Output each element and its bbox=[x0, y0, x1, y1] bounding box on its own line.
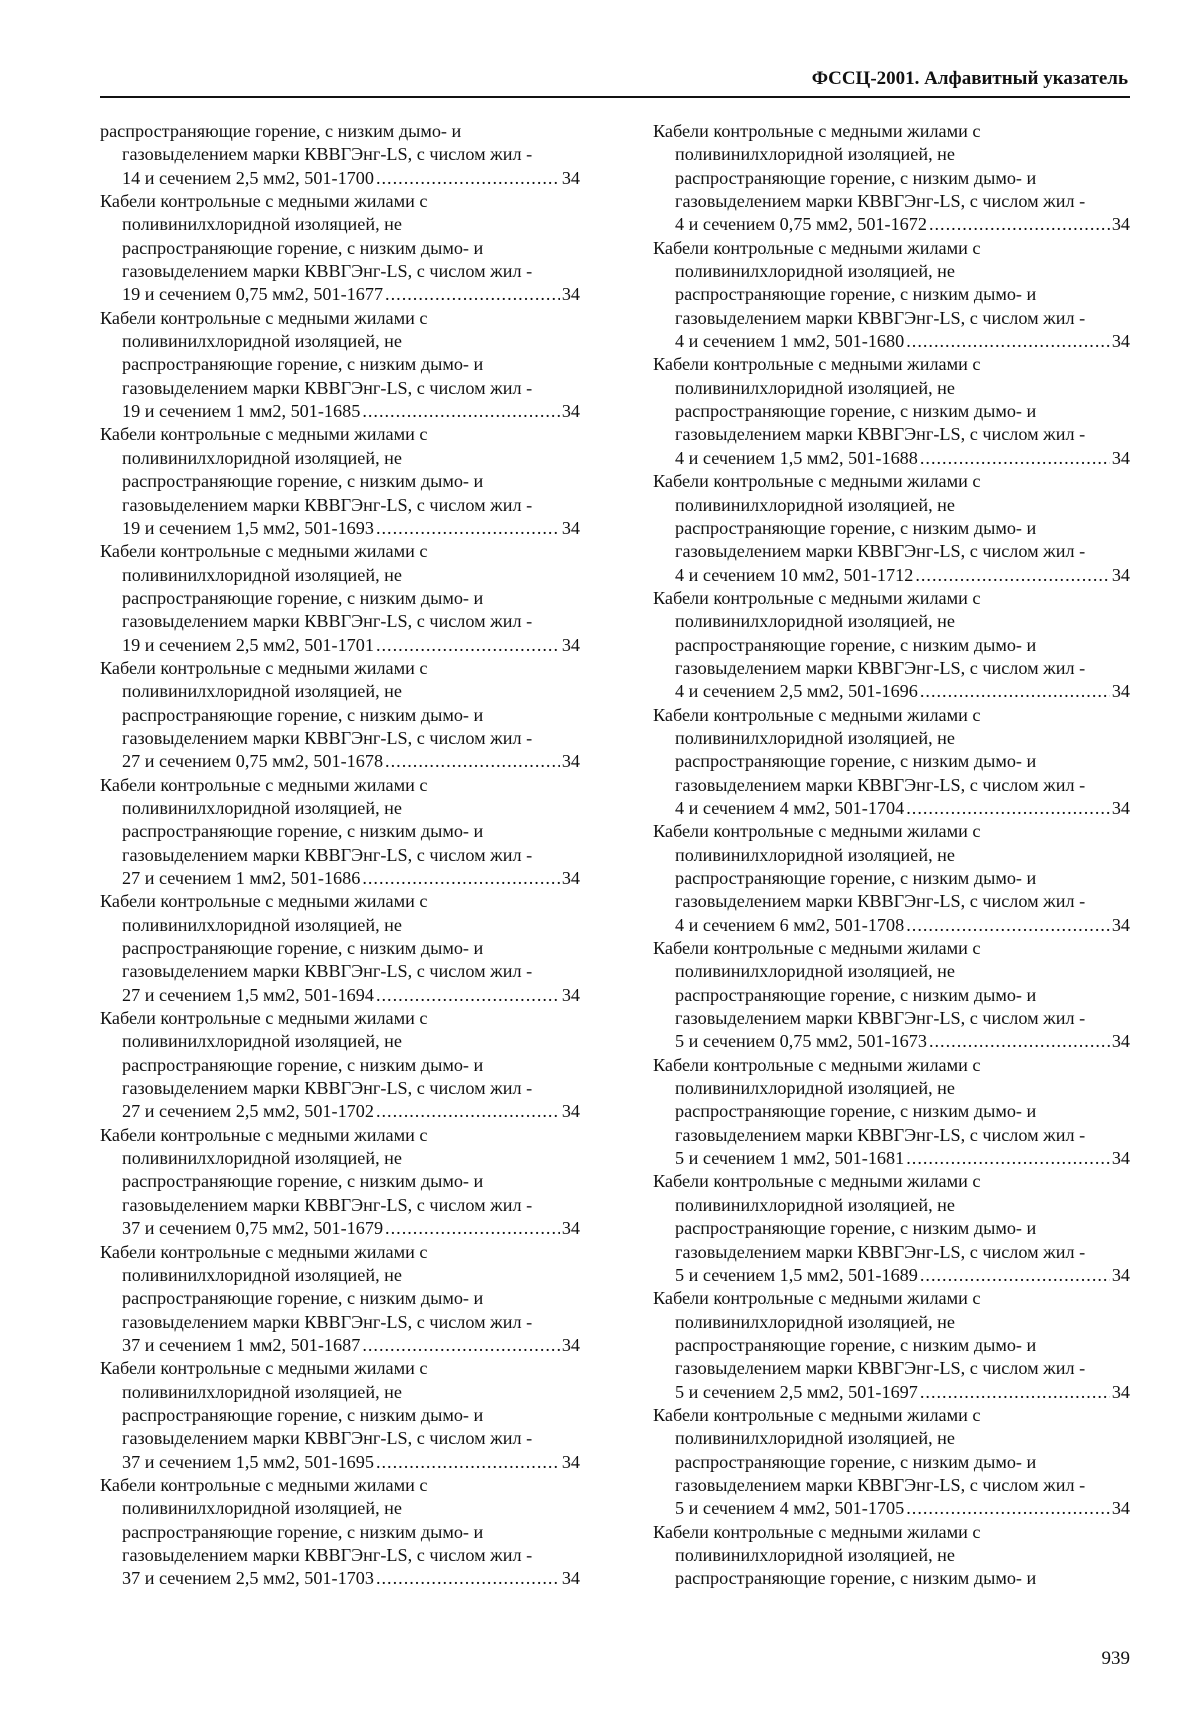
index-entry-text: газовыделением марки КВВГЭнг-LS, с числом жил - bbox=[675, 1008, 1086, 1029]
dot-leader bbox=[362, 400, 560, 423]
index-entry-text: газовыделением марки КВВГЭнг-LS, с числом жил - bbox=[122, 1078, 533, 1099]
index-entry-page: 34 bbox=[561, 517, 580, 538]
index-entry-text: Кабели контрольные с медными жилами с bbox=[653, 704, 981, 725]
dot-leader bbox=[906, 1147, 1110, 1170]
dot-leader bbox=[376, 1100, 560, 1123]
index-entry-text: поливинилхлоридной изоляцией, не bbox=[675, 261, 955, 282]
index-entry-text: 4 и сечением 1,5 мм2, 501-1688 bbox=[675, 447, 918, 468]
index-entry-text: поливинилхлоридной изоляцией, не bbox=[675, 611, 955, 632]
index-entry-text: газовыделением марки КВВГЭнг-LS, с числом жил - bbox=[675, 541, 1086, 562]
dot-leader bbox=[920, 680, 1110, 703]
index-entry-text: распространяющие горение, с низким дымо- и bbox=[122, 704, 484, 725]
index-entry-last-line bbox=[100, 1334, 580, 1357]
index-column-right bbox=[653, 120, 1130, 1591]
index-entry bbox=[100, 540, 580, 657]
index-entry-text: 5 и сечением 4 мм2, 501-1705 bbox=[675, 1498, 905, 1519]
index-entry-text: газовыделением марки КВВГЭнг-LS, с числом жил - bbox=[122, 494, 533, 515]
index-entry-last-line bbox=[653, 680, 1130, 703]
index-entry-text: Кабели контрольные с медными жилами с bbox=[653, 1288, 981, 1309]
index-entry-text: распространяющие горение, с низким дымо- и bbox=[122, 1521, 484, 1542]
dot-leader bbox=[376, 984, 560, 1007]
index-entry bbox=[100, 307, 580, 424]
index-entry-text: поливинилхлоридной изоляцией, не bbox=[675, 844, 955, 865]
index-entry bbox=[653, 1404, 1130, 1521]
index-entry-text: 37 и сечением 1,5 мм2, 501-1695 bbox=[122, 1451, 374, 1472]
index-entry bbox=[100, 1241, 580, 1358]
index-entry-text: Кабели контрольные с медными жилами с bbox=[653, 1404, 981, 1425]
index-entry-text: Кабели контрольные с медными жилами с bbox=[100, 1124, 428, 1145]
index-entry-text: поливинилхлоридной изоляцией, не bbox=[122, 1264, 402, 1285]
index-entry-text: газовыделением марки КВВГЭнг-LS, с числом жил - bbox=[675, 891, 1086, 912]
index-entry-page: 34 bbox=[561, 984, 580, 1005]
index-entry-text: Кабели контрольные с медными жилами с bbox=[653, 121, 981, 141]
index-entry-text: 5 и сечением 2,5 мм2, 501-1697 bbox=[675, 1381, 918, 1402]
index-entry-text: поливинилхлоридной изоляцией, не bbox=[675, 1194, 955, 1215]
index-entry-text: поливинилхлоридной изоляцией, не bbox=[122, 447, 402, 468]
index-entry bbox=[100, 890, 580, 1007]
index-entry bbox=[100, 120, 580, 190]
index-entry-text: 4 и сечением 4 мм2, 501-1704 bbox=[675, 797, 905, 818]
index-entry bbox=[653, 470, 1130, 587]
index-entry-last-line bbox=[653, 447, 1130, 470]
index-entry-page: 34 bbox=[561, 1451, 580, 1472]
index-entry-text: Кабели контрольные с медными жилами с bbox=[100, 1241, 428, 1262]
index-entry-text: распространяющие горение, с низким дымо- и bbox=[122, 1171, 484, 1192]
index-entry-page: 34 bbox=[561, 284, 580, 305]
index-entry-text: Кабели контрольные с медными жилами с bbox=[100, 891, 428, 912]
index-entry-text: Кабели контрольные с медными жилами с bbox=[653, 471, 981, 492]
dot-leader bbox=[906, 797, 1110, 820]
index-entry-text: 19 и сечением 2,5 мм2, 501-1701 bbox=[122, 634, 374, 655]
index-entry-text: Кабели контрольные с медными жилами с bbox=[100, 191, 428, 212]
dot-leader bbox=[929, 213, 1110, 236]
index-entry-page: 34 bbox=[1111, 1381, 1130, 1402]
index-entry-text: газовыделением марки КВВГЭнг-LS, с числом жил - bbox=[122, 727, 533, 748]
index-entry-text: Кабели контрольные с медными жилами с bbox=[100, 541, 428, 562]
dot-leader bbox=[385, 283, 560, 306]
index-entry-text: газовыделением марки КВВГЭнг-LS, с числом жил - bbox=[675, 1474, 1086, 1495]
index-entry-text: распространяющие горение, с низким дымо- и bbox=[122, 1404, 484, 1425]
index-entry bbox=[100, 1474, 580, 1591]
index-entry-text: 5 и сечением 1,5 мм2, 501-1689 bbox=[675, 1264, 918, 1285]
index-entry-text: 14 и сечением 2,5 мм2, 501-1700 bbox=[122, 167, 374, 188]
index-entry-text: 27 и сечением 2,5 мм2, 501-1702 bbox=[122, 1101, 374, 1122]
index-entry-text: распространяющие горение, с низким дымо- и bbox=[122, 237, 484, 258]
index-entry-text: Кабели контрольные с медными жилами с bbox=[100, 424, 428, 445]
index-entry-text: газовыделением марки КВВГЭнг-LS, с числом жил - bbox=[675, 1124, 1086, 1145]
index-entry bbox=[653, 820, 1130, 937]
index-entry-text: Кабели контрольные с медными жилами с bbox=[653, 237, 981, 258]
index-entry-last-line bbox=[100, 750, 580, 773]
index-entry-page: 34 bbox=[561, 634, 580, 655]
index-entry-text: газовыделением марки КВВГЭнг-LS, с числом жил - bbox=[675, 1241, 1086, 1262]
index-entry-text: распространяющие горение, с низким дымо- и bbox=[675, 868, 1037, 888]
dot-leader bbox=[385, 1217, 560, 1240]
index-entry-text: распространяющие горение, с низким дымо- и bbox=[675, 1568, 1037, 1589]
index-entry-page: 34 bbox=[561, 167, 580, 188]
dot-leader bbox=[915, 564, 1110, 587]
index-entry-text: газовыделением марки КВВГЭнг-LS, с числом жил - bbox=[122, 1194, 533, 1215]
index-entry-text: Кабели контрольные с медными жилами с bbox=[100, 1474, 428, 1495]
index-entry-text: распространяющие горение, с низким дымо- и bbox=[675, 167, 1037, 188]
index-entry-page: 34 bbox=[1111, 914, 1130, 935]
index-entry-text: распространяющие горение, с низким дымо- и bbox=[675, 1101, 1037, 1122]
index-entry-text: поливинилхлоридной изоляцией, не bbox=[675, 1311, 955, 1332]
index-entry-text: Кабели контрольные с медными жилами с bbox=[653, 354, 981, 375]
index-entry-text: поливинилхлоридной изоляцией, не bbox=[122, 564, 402, 585]
index-entry-text: 4 и сечением 2,5 мм2, 501-1696 bbox=[675, 681, 918, 702]
index-entry-text: газовыделением марки КВВГЭнг-LS, с числом жил - bbox=[675, 191, 1086, 212]
index-entry-last-line bbox=[653, 797, 1130, 820]
index-entry-text: Кабели контрольные с медными жилами с bbox=[653, 938, 981, 959]
index-entry-page: 34 bbox=[1111, 681, 1130, 702]
index-entry-last-line bbox=[100, 634, 580, 657]
index-entry-text: поливинилхлоридной изоляцией, не bbox=[122, 214, 402, 235]
index-entry-page: 34 bbox=[1111, 1148, 1130, 1169]
index-entry-text: распространяющие горение, с низким дымо- и bbox=[675, 284, 1037, 305]
index-entry-text: поливинилхлоридной изоляцией, не bbox=[122, 1381, 402, 1402]
index-entry-text: распространяющие горение, с низким дымо- и bbox=[100, 121, 462, 141]
index-entry-page: 34 bbox=[1111, 797, 1130, 818]
index-entry-text: распространяющие горение, с низким дымо- и bbox=[122, 821, 484, 842]
index-entry-text: 5 и сечением 0,75 мм2, 501-1673 bbox=[675, 1031, 927, 1052]
dot-leader bbox=[920, 1381, 1110, 1404]
index-entry-last-line bbox=[100, 167, 580, 190]
index-entry-text: 37 и сечением 2,5 мм2, 501-1703 bbox=[122, 1568, 374, 1589]
index-entry-text: поливинилхлоридной изоляцией, не bbox=[675, 377, 955, 398]
index-entry-text: распространяющие горение, с низким дымо- и bbox=[122, 1288, 484, 1309]
index-entry-text: распространяющие горение, с низким дымо- и bbox=[675, 1334, 1037, 1355]
index-entry bbox=[653, 1287, 1130, 1404]
index-column-left bbox=[100, 120, 580, 1591]
index-entry bbox=[653, 353, 1130, 470]
index-entry-last-line bbox=[653, 1147, 1130, 1170]
index-entry-text: 27 и сечением 0,75 мм2, 501-1678 bbox=[122, 751, 384, 772]
index-entry-text: газовыделением марки КВВГЭнг-LS, с числом жил - bbox=[675, 424, 1086, 445]
index-entry-text: распространяющие горение, с низким дымо- и bbox=[122, 471, 484, 492]
index-entry bbox=[653, 1521, 1130, 1591]
index-entry bbox=[100, 423, 580, 540]
index-entry-text: распространяющие горение, с низким дымо- и bbox=[675, 1218, 1037, 1239]
index-entry bbox=[653, 937, 1130, 1054]
index-entry-text: поливинилхлоридной изоляцией, не bbox=[122, 331, 402, 352]
index-entry-text: распространяющие горение, с низким дымо- и bbox=[675, 517, 1037, 538]
index-entry-page: 34 bbox=[561, 751, 580, 772]
index-entry-last-line bbox=[100, 1567, 580, 1590]
index-entry-last-line bbox=[100, 1217, 580, 1240]
index-entry-page: 34 bbox=[561, 1101, 580, 1122]
index-entry-text: 4 и сечением 1 мм2, 501-1680 bbox=[675, 331, 905, 352]
index-entry-text: Кабели контрольные с медными жилами с bbox=[653, 1521, 981, 1542]
index-entry-text: Кабели контрольные с медными жилами с bbox=[653, 821, 981, 842]
dot-leader bbox=[906, 1497, 1110, 1520]
dot-leader bbox=[376, 517, 560, 540]
index-entry-page: 34 bbox=[561, 1334, 580, 1355]
index-entry-text: 27 и сечением 1,5 мм2, 501-1694 bbox=[122, 984, 374, 1005]
index-entry-text: Кабели контрольные с медными жилами с bbox=[100, 307, 428, 328]
index-entry-text: распространяющие горение, с низким дымо- и bbox=[675, 751, 1037, 772]
index-entry-text: газовыделением марки КВВГЭнг-LS, с числом жил - bbox=[675, 657, 1086, 678]
index-entry bbox=[653, 587, 1130, 704]
dot-leader bbox=[376, 1451, 560, 1474]
dot-leader bbox=[920, 447, 1110, 470]
index-entry bbox=[653, 237, 1130, 354]
header-title: ФССЦ-2001. Алфавитный указатель bbox=[811, 68, 1128, 89]
index-entry-last-line bbox=[653, 1264, 1130, 1287]
index-entry-text: Кабели контрольные с медными жилами с bbox=[100, 774, 428, 795]
index-entry-text: распространяющие горение, с низким дымо- и bbox=[675, 401, 1037, 422]
index-entry bbox=[653, 1170, 1130, 1287]
index-entry-last-line bbox=[100, 283, 580, 306]
index-entry bbox=[100, 1357, 580, 1474]
index-entry-last-line bbox=[100, 517, 580, 540]
index-entry-text: распространяющие горение, с низким дымо- и bbox=[122, 354, 484, 375]
index-entry-page: 34 bbox=[1111, 331, 1130, 352]
index-entry-text: Кабели контрольные с медными жилами с bbox=[653, 1171, 981, 1192]
index-entry-text: 37 и сечением 0,75 мм2, 501-1679 bbox=[122, 1218, 384, 1239]
index-entry-text: распространяющие горение, с низким дымо- и bbox=[122, 1054, 484, 1075]
index-entry-text: поливинилхлоридной изоляцией, не bbox=[675, 727, 955, 748]
index-entry-text: газовыделением марки КВВГЭнг-LS, с числом жил - bbox=[675, 1358, 1086, 1379]
index-entry-text: 37 и сечением 1 мм2, 501-1687 bbox=[122, 1334, 361, 1355]
index-entry-text: 19 и сечением 0,75 мм2, 501-1677 bbox=[122, 284, 384, 305]
index-entry-page: 34 bbox=[561, 868, 580, 888]
index-entry-text: 19 и сечением 1,5 мм2, 501-1693 bbox=[122, 517, 374, 538]
index-entry-last-line bbox=[653, 213, 1130, 236]
dot-leader bbox=[920, 1264, 1110, 1287]
index-entry-last-line bbox=[653, 330, 1130, 353]
index-entry-text: поливинилхлоридной изоляцией, не bbox=[675, 961, 955, 982]
index-entry-text: 4 и сечением 10 мм2, 501-1712 bbox=[675, 564, 914, 585]
index-entry-text: газовыделением марки КВВГЭнг-LS, с числом жил - bbox=[122, 611, 533, 632]
page-number: 939 bbox=[1101, 1648, 1130, 1669]
index-entry-text: поливинилхлоридной изоляцией, не bbox=[675, 144, 955, 165]
dot-leader bbox=[376, 634, 560, 657]
index-entry-text: 5 и сечением 1 мм2, 501-1681 bbox=[675, 1148, 905, 1169]
index-entry-text: 19 и сечением 1 мм2, 501-1685 bbox=[122, 401, 361, 422]
index-entry-page: 34 bbox=[1111, 214, 1130, 235]
dot-leader bbox=[362, 1334, 560, 1357]
index-entry bbox=[100, 1124, 580, 1241]
dot-leader bbox=[929, 1030, 1110, 1053]
dot-leader bbox=[906, 330, 1110, 353]
running-header bbox=[100, 66, 1130, 98]
index-entry-text: газовыделением марки КВВГЭнг-LS, с числом жил - bbox=[122, 261, 533, 282]
index-entry-last-line bbox=[100, 400, 580, 423]
index-entry-page: 34 bbox=[561, 1568, 580, 1589]
dot-leader bbox=[906, 914, 1110, 937]
index-entry-text: поливинилхлоридной изоляцией, не bbox=[122, 1148, 402, 1169]
index-entry bbox=[653, 120, 1130, 237]
index-entry-page: 34 bbox=[1111, 447, 1130, 468]
index-entry-text: поливинилхлоридной изоляцией, не bbox=[675, 494, 955, 515]
index-entry-last-line bbox=[653, 564, 1130, 587]
index-entry-text: поливинилхлоридной изоляцией, не bbox=[122, 1498, 402, 1519]
index-entry-text: 4 и сечением 0,75 мм2, 501-1672 bbox=[675, 214, 927, 235]
index-entry-page: 34 bbox=[1111, 1264, 1130, 1285]
dot-leader bbox=[362, 867, 560, 890]
index-entry bbox=[100, 190, 580, 307]
index-entry-text: газовыделением марки КВВГЭнг-LS, с числом жил - bbox=[122, 377, 533, 398]
index-entry-page: 34 bbox=[1111, 1498, 1130, 1519]
index-entry bbox=[653, 704, 1130, 821]
index-entry-text: поливинилхлоридной изоляцией, не bbox=[122, 797, 402, 818]
index-entry-text: распространяющие горение, с низким дымо- и bbox=[675, 984, 1037, 1005]
index-entry-text: газовыделением марки КВВГЭнг-LS, с числом жил - bbox=[122, 1428, 533, 1449]
dot-leader bbox=[376, 167, 560, 190]
index-entry-text: газовыделением марки КВВГЭнг-LS, с числом жил - bbox=[122, 144, 533, 165]
index-entry-text: газовыделением марки КВВГЭнг-LS, с числом жил - bbox=[122, 961, 533, 982]
index-entry-text: поливинилхлоридной изоляцией, не bbox=[122, 1031, 402, 1052]
index-entry-text: Кабели контрольные с медными жилами с bbox=[100, 657, 428, 678]
index-entry-text: распространяющие горение, с низким дымо- и bbox=[675, 1451, 1037, 1472]
index-entry-text: 27 и сечением 1 мм2, 501-1686 bbox=[122, 868, 361, 888]
index-entry-text: Кабели контрольные с медными жилами с bbox=[653, 587, 981, 608]
index-entry-last-line bbox=[100, 1100, 580, 1123]
index-entry-text: Кабели контрольные с медными жилами с bbox=[653, 1054, 981, 1075]
index-entry-text: поливинилхлоридной изоляцией, не bbox=[122, 914, 402, 935]
index-entry-text: газовыделением марки КВВГЭнг-LS, с числом жил - bbox=[675, 774, 1086, 795]
index-entry-text: Кабели контрольные с медными жилами с bbox=[100, 1008, 428, 1029]
index-entry-text: газовыделением марки КВВГЭнг-LS, с числом жил - bbox=[675, 307, 1086, 328]
index-entry-page: 34 bbox=[561, 401, 580, 422]
index-entry-last-line bbox=[100, 1451, 580, 1474]
index-entry-last-line bbox=[100, 984, 580, 1007]
index-entry-text: газовыделением марки КВВГЭнг-LS, с числом жил - bbox=[122, 844, 533, 865]
index-entry-text: распространяющие горение, с низким дымо- и bbox=[675, 634, 1037, 655]
dot-leader bbox=[385, 750, 560, 773]
index-entry-text: поливинилхлоридной изоляцией, не bbox=[675, 1078, 955, 1099]
index-entry bbox=[100, 774, 580, 891]
index-entry bbox=[100, 657, 580, 774]
index-entry-page: 34 bbox=[1111, 564, 1130, 585]
index-entry-text: распространяющие горение, с низким дымо- и bbox=[122, 938, 484, 959]
index-entry-text: газовыделением марки КВВГЭнг-LS, с числом жил - bbox=[122, 1544, 533, 1565]
index-entry-text: Кабели контрольные с медными жилами с bbox=[100, 1358, 428, 1379]
index-entry-last-line bbox=[653, 1030, 1130, 1053]
dot-leader bbox=[376, 1567, 560, 1590]
index-entry-text: поливинилхлоридной изоляцией, не bbox=[675, 1428, 955, 1449]
index-entry-last-line bbox=[653, 914, 1130, 937]
index-entry-text: поливинилхлоридной изоляцией, не bbox=[675, 1544, 955, 1565]
index-entry-text: поливинилхлоридной изоляцией, не bbox=[122, 681, 402, 702]
index-entry-last-line bbox=[100, 867, 580, 890]
index-entry-page: 34 bbox=[1111, 1031, 1130, 1052]
index-entry bbox=[653, 1054, 1130, 1171]
index-entry-page: 34 bbox=[561, 1218, 580, 1239]
index-entry-text: газовыделением марки КВВГЭнг-LS, с числом жил - bbox=[122, 1311, 533, 1332]
index-entry bbox=[100, 1007, 580, 1124]
index-entry-text: распространяющие горение, с низким дымо- и bbox=[122, 587, 484, 608]
index-entry-last-line bbox=[653, 1497, 1130, 1520]
index-entry-last-line bbox=[653, 1381, 1130, 1404]
index-entry-text: 4 и сечением 6 мм2, 501-1708 bbox=[675, 914, 905, 935]
